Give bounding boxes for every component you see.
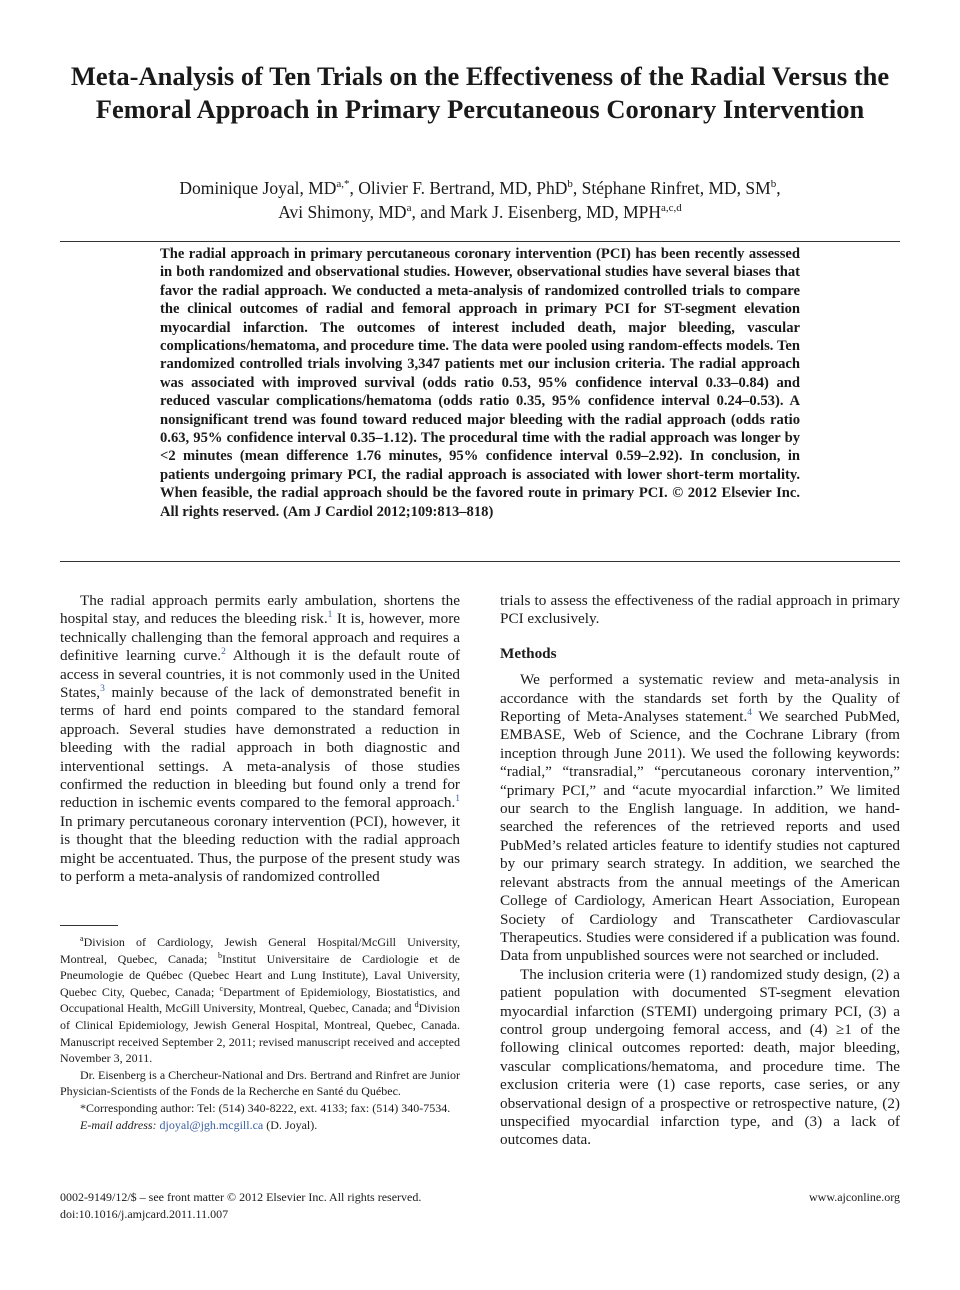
abstract: The radial approach in primary percutaneous coronary intervention (PCI) has been recently assessed in both randomized and observational studies. However, observational studies have several biases that favor the radial approach. We conducted a meta-analysis of randomized controlled trials to compare the clinical outcomes of radial and femoral approach in primary PCI for ST-segment elevation myocardial infarction. The outcomes of interest included death, major bleeding, vascular complications/hematoma, and procedure time. The data were pooled using random-effects models. Ten randomized controlled trials involving 3,347 patients met our inclusion criteria. The radial approach was associated with improved survival (odds ratio 0.53, 95% confidence interval 0.33–0.84) and reduced vascular complications/hematoma (odds ratio 0.35, 95% confidence interval 0.24–0.53). A nonsignificant trend was found toward reduced major bleeding with the radial approach (odds ratio 0.63, 95% confidence interval 0.35–1.12). The procedural time with the radial approach was longer by <2 minutes (mean difference 1.76 minutes, 95% confidence interval 0.59–2.92). In conclusion, in patients undergoing primary PCI, the radial approach is associated with lower short-term mortality. When feasible, the radial approach should be the favored route in primary PCI. © 2012 Elsevier Inc. All rights reserved. (Am J Cardiol 2012;109:813–818) [160, 246, 800, 520]
methods-paragraph: We performed a systematic review and meta-analysis in accordance with the standards set forth by the Quality of Reporting of Meta-Analyses statement.$^4$ We searched PubMed, EMBASE, Web of Science, and the Cochrane Library (from inception through June 2011). We used the following keywords: “radial,” “transradial,” “percutaneous coronary intervention,” “primary PCI,” and “acute myocardial infarction.” We limited our search to the English language. In addition, we hand-searched the references of the retrieved reports and used PubMed’s related articles feature to identify studies not captured by our primary search strategy. In addition, we searched the relevant abstracts from the annual meetings of the American College of Cardiology, American Heart Association, European Society of Cardiology and Transcatheter Cardiovascular Therapeutics. Studies were considered if a publication was found. Data from unpublished sources were not searched or included. [500, 671, 900, 965]
author-affiliation: a,* [336, 178, 350, 191]
abstract-top-rule [60, 241, 900, 242]
abstract-bottom-rule [60, 561, 900, 562]
journal-website-link[interactable]: www.ajconline.org [809, 1190, 900, 1204]
author: Dominique Joyal, MD [179, 178, 337, 198]
author-affiliation: a [406, 202, 412, 215]
author-list: Dominique Joyal, $MD^{a,*}$, Olivier F. Bertrand, MD, PhD$^b$, Stéphane Rinfret, MD, $SM^b$, Avi Shimony, $MD^a$, and Mark J. Eisenberg, MD, MPH$^{a,c,d}$ [179, 178, 781, 222]
author: Mark J. Eisenberg, MD, MPH [449, 202, 662, 222]
footnote-rule [60, 925, 118, 926]
corresponding-author: *Corresponding author: Tel: (514) 340-8222, ext. 4133; fax: (514) 340-7534. [80, 1100, 451, 1115]
citation-link[interactable]: 1 [327, 610, 333, 621]
citation-link[interactable]: 4 [747, 707, 753, 718]
intro-continuation: trials to assess the effectiveness of the radial approach in primary PCI exclusively. [500, 592, 900, 628]
issn-line: 0002-9149/12/$ – see front matter © 2012 Elsevier Inc. All rights reserved. [60, 1190, 422, 1204]
author: Olivier F. Bertrand, MD, PhD [358, 178, 568, 198]
affiliations-footnote: $^a$Division of Cardiology, Jewish General Hospital/McGill University, Montreal, Quebec, Canada; $^b$Institut Universitaire de Cardiologie et de Pneumologie de Québec (Quebec Heart and Lung Institute), Laval University, Quebec City, Quebec, Canada; $^c$Department of Epidemiology, Biostatistics, and Occupational Health, McGill University, Montreal, Quebec, Canada; and $^d$Division of Clinical Epidemiology, Jewish General Hospital, Montreal, Quebec, Canada. Manuscript received September 2, 2011; revised manuscript received and accepted November 3, 2011. [60, 934, 460, 1066]
body-column-left [60, 592, 460, 887]
author: Stéphane Rinfret, MD, SM [581, 178, 771, 198]
funding-note: Dr. Eisenberg is a Chercheur-National and Drs. Bertrand and Rinfret are Junior Physician-Scientists of the Fonds de la Recherche en Santé du Québec. [60, 1067, 460, 1099]
citation-link[interactable]: 2 [221, 647, 226, 658]
citation-link[interactable]: 1 [455, 794, 460, 805]
methods-heading: Methods [500, 644, 557, 662]
email-link[interactable]: djoyal@jgh.mcgill.ca [159, 1117, 264, 1132]
author-affiliation: b [770, 178, 777, 191]
article-title: Meta-Analysis of Ten Trials on the Effectiveness of the Radial Versus the Femoral Approach in Primary Percutaneous Coronary Intervention [70, 61, 890, 124]
author-affiliation: b [567, 178, 573, 191]
footnotes [60, 934, 460, 1133]
footer-left [60, 1189, 421, 1223]
doi-link[interactable]: doi:10.1016/j.amjcard.2011.11.007 [60, 1207, 229, 1221]
citation-link[interactable]: 3 [100, 683, 105, 694]
inclusion-criteria-paragraph: The inclusion criteria were (1) randomized study design, (2) a patient population with documented ST-segment elevation myocardial infarction (STEMI) undergoing primary PCI, (3) a control group undergoing femoral access, and (4) ≥1 of the following clinical outcomes reported: death, major bleeding, vascular complications/hematoma, and procedure time. The exclusion criteria were (1) case reports, case series, or any observational design of a prospective or retrospective nature, (2) unspecified myocardial infarction type, and (3) a lack of outcomes data. [500, 965, 900, 1149]
intro-paragraph: The radial approach permits early ambulation, shortens the hospital stay, and reduces the bleeding risk.$^1$ It is, however, more technically challenging than the femoral approach and requires a definitive learning curve.$^2$ Although it is the default route of access in several countries, it is not commonly used in the United States,$^3$ mainly because of the lack of demonstrated benefit in terms of hard end points compared to the standard femoral approach. Several studies have demonstrated a reduction in bleeding with the radial approach in both diagnostic and interventional settings. A meta-analysis of those studies confirmed the reduction in bleeding but found only a trend for reduction in ischemic events compared to the femoral approach.$^1$ In primary percutaneous coronary intervention (PCI), however, it is thought that the bleeding reduction with the radial approach might be accentuated. Thus, the purpose of the present study was to perform a meta-analysis of randomized controlled [60, 592, 461, 886]
author-affiliation: a,c,d [661, 202, 682, 215]
email-footnote: E-mail address: djoyal@jgh.mcgill.ca (D. Joyal). [80, 1117, 318, 1132]
author: Avi Shimony, MD [278, 202, 407, 222]
body-column-right [500, 592, 900, 1150]
